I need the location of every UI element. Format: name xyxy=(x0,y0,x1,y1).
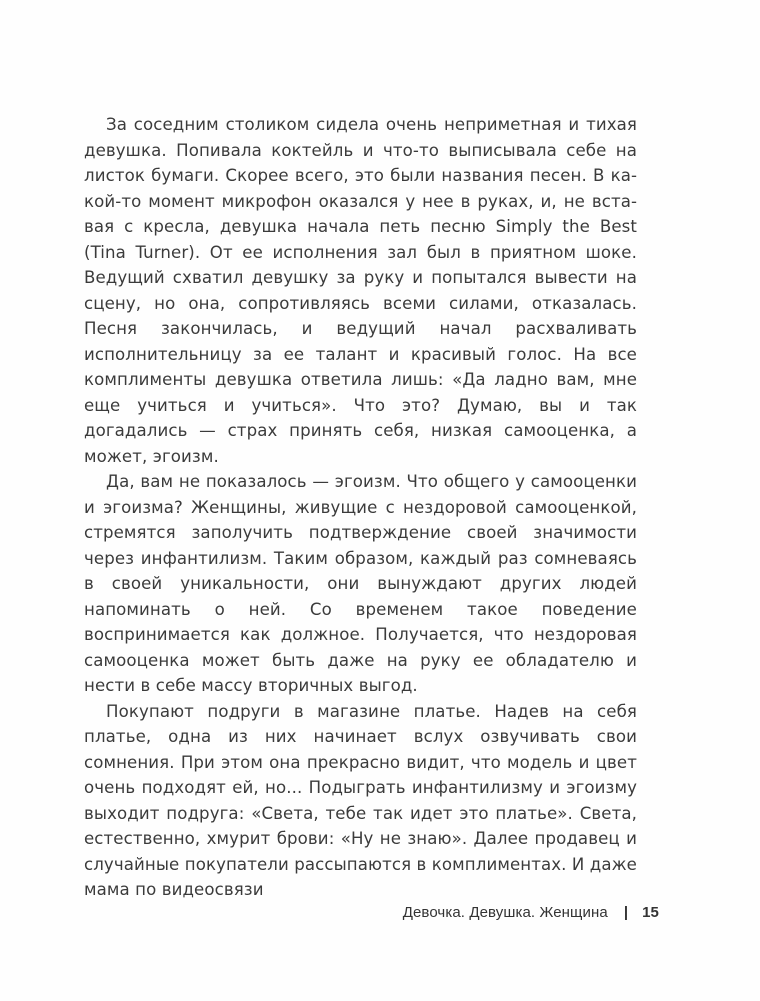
page-footer xyxy=(403,904,659,921)
footer-separator: | xyxy=(623,904,629,921)
page-number: 15 xyxy=(642,904,659,921)
running-title: Девочка. Девушка. Женщина xyxy=(402,904,608,921)
paragraph-egoism: Да, вам не показалось — эгоизм. Что общего у самооценки и эгоизма? Женщины, живущие с нездоровой самооценкой, стремятся заполучить подтверждение своей значимости через инфантилизм. Таким образом, каждый раз сомневаясь в своей уникальности, они вынуждают других людей напоминать о ней. Со временем такое поведение воспринимается как должное. Получается, что нездоровая самооценка может быть даже на руку ее обладателю и нести в себе массу вторичных выгод. xyxy=(84,472,637,695)
paragraph-karaoke-story: За соседним столиком сидела очень неприметная и тихая девушка. Попивала коктейль и что-то выписывала себе на листок бумаги. Скорее всего, это были названия песен. В какой-то момент микрофон оказался у нее в руках, и, не вставая с кресла, девушка начала петь песню Simply the Best (Tina Turner). От ее исполнения зал был в приятном шоке. Ведущий схватил девушку за руку и попытался вывести на сцену, но она, сопротивляясь всеми силами, отказалась. Песня закончилась, и ведущий начал расхваливать исполнительницу за ее талант и красивый голос. На все комплименты девушка ответила лишь: «Да ладно вам, мне еще учиться и учиться». Что это? Думаю, вы и так догадались — страх принять себя, низкая самооценка, а может, эгоизм. xyxy=(84,115,637,466)
body-text xyxy=(84,112,637,903)
paragraph-dress-shopping: Покупают подруги в магазине платье. Надев на себя платье, одна из них начинает вслух озвучивать свои сомнения. При этом она прекрасно видит, что модель и цвет очень подходят ей, но... Подыграть инфантилизму и эгоизму выходит подруга: «Света, тебе так идет это платье». Света, естественно, хмурит брови: «Ну не знаю». Далее продавец и случайные покупатели рассыпаются в комплиментах. И даже мама по видеосвязи xyxy=(84,701,637,899)
